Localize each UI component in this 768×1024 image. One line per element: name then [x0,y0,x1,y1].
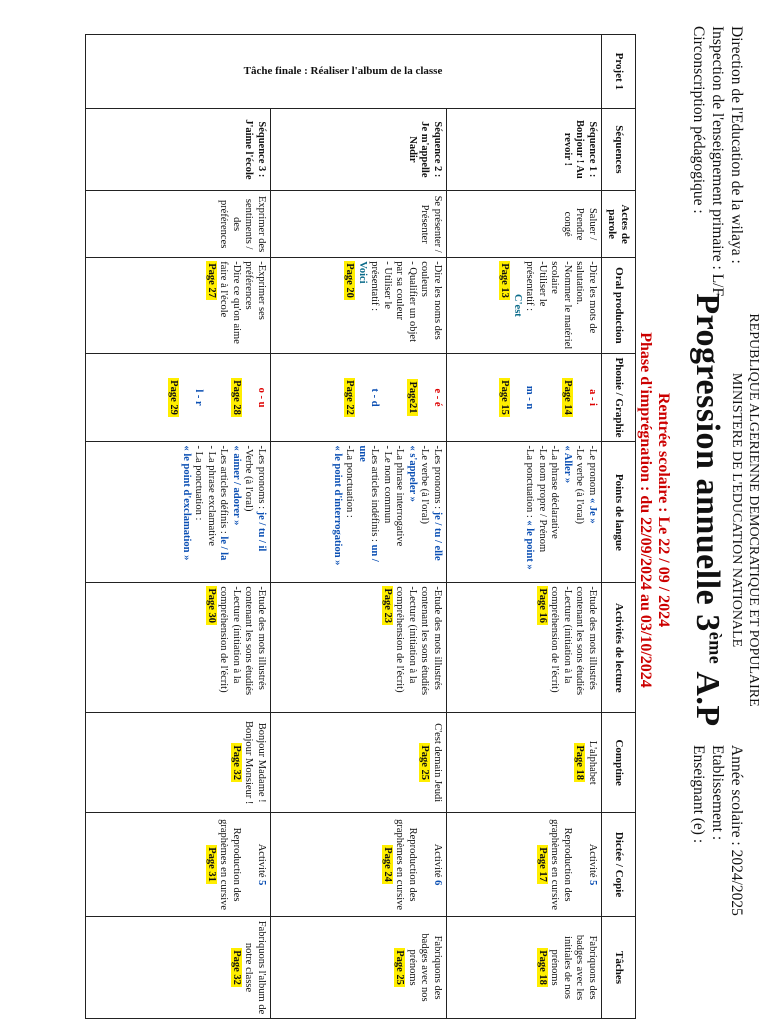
langue-keyword: « s'appeler » [407,445,418,502]
title-suffix: A.P [689,664,726,727]
dictee-text: Reproduction des graphèmes en cursive [218,819,242,911]
actes-cell [271,191,447,258]
langue-item: -La ponctuation : [344,445,356,518]
col-sequences: Séquences [602,108,636,190]
tache-finale: Tâche finale : Réaliser l'album de la classe [244,65,443,78]
page-ref: Page 32 [231,950,242,985]
title-sup: ème [705,631,726,665]
sequence-title: Séquence 3 : [256,121,267,178]
actes-cell [86,191,271,258]
dictee-label: Activité [432,843,443,881]
comptine-cell [271,713,447,813]
oral-cell [271,258,447,353]
langue-item: -Les articles indéfinis : [369,445,381,542]
dictee-text: Reproduction des graphèmes en cursive [549,819,573,911]
acte-item: Saluer / [587,207,598,241]
page-ref: Page 14 [562,380,573,415]
dictee-cell [86,813,271,917]
page-ref: Page 23 [382,588,393,624]
ministry-line: MINISTERE DE L'EDUCATION NATIONALE [729,372,744,648]
langue-item: -Les articles définis : [218,445,230,537]
header-direction: Direction de l'Education de la wilaya : [728,26,745,264]
taches-cell [447,917,602,1019]
col-dictee: Dictée / Copie [602,813,636,917]
tache-text: Fabriquons des badges avec nos prénoms [407,933,443,1002]
header-right [689,745,746,916]
langue-item: -Le pronom [587,445,598,498]
lecture-item: -Etude des mots illustrés contenant les sons étudiés [243,586,267,696]
oral-item: - Qualifier un objet par sa couleur [394,261,418,342]
dictee-label: Activité [256,843,267,881]
phonie-cell [86,353,271,442]
col-actes: Actes de parole [602,191,636,258]
phonie-sounds: e - é [432,388,443,407]
page-ref: Page 17 [537,847,548,882]
sequence-title: Séquence 1 : [587,121,598,178]
phonie-sounds: t - d [369,388,381,407]
langue-item: - Le nom commun [382,445,393,524]
langue-item: -La ponctuation : [524,445,536,521]
page-ref: Page 27 [206,263,217,298]
progression-table [85,34,636,1019]
comptine-cell [447,713,602,813]
page-ref: Page 15 [499,380,511,415]
page-title [688,250,726,770]
langue-keyword: « Je » [587,497,598,524]
comptine-title: Bonjour Madame ! Bonjour Monsieur ! [243,720,267,805]
phonie-sounds: m - n [524,385,536,410]
page-ref: Page 25 [394,950,406,985]
acte-item: Présenter [419,204,431,244]
col-comptine: Comptine [602,713,636,813]
col-langue: Points de langue [602,442,636,583]
col-lecture: Activités de lecture [602,583,636,713]
actes-cell [447,191,602,258]
dictee-number: 6 [432,880,443,886]
sequence-title: Séquence 2 : [432,121,443,178]
phonie-sounds: l - r [193,389,205,406]
langue-item: -Les pronoms : [256,445,267,512]
taches-cell [271,917,447,1019]
table-row [86,35,271,1019]
table-header-row [602,35,636,1019]
langue-item: -Le verbe (à l'oral) [574,445,586,525]
page-ref: Page21 [407,381,418,414]
page-ref: Page 25 [419,745,431,781]
langue-item: -La phrase déclarative [549,445,561,539]
oral-item: -Nommer le matériel scolaire [549,261,573,350]
oral-item: - Utiliser le présentatif : [369,261,393,312]
langue-keyword: le / la [218,536,230,561]
oral-item: -Exprimer ses préférences [243,261,267,320]
republic-line: REPUBLIQUE ALGERIENNE DEMOCRATIQUE ET POPULAIRE [746,313,761,707]
page-ref: Page 18 [574,745,586,781]
page-ref: Page 31 [206,847,217,882]
page-ref: Page 29 [168,380,180,415]
dictee-number: 5 [256,880,267,886]
rentree-line: Rentrée scolaire : Le 22 / 09 / 2024 [655,392,672,628]
langue-item: -Le nom propre / Prénom [537,445,548,553]
acte-item: Se présenter / [432,195,443,253]
langue-cell [447,442,602,583]
langue-keyword: je / tu / elle [432,511,443,561]
comptine-title: L'alphabet [587,740,598,785]
sequence-subtitle: Bonjour ! Au revoir ! [562,119,586,179]
sequence-cell [271,108,447,190]
langue-item: -La phrase interrogative [394,445,406,547]
langue-item: -Les pronoms : [432,445,443,512]
header-center [728,250,762,770]
comptine-title: C'est demain Jeudi [432,723,443,803]
langue-keyword: je / tu / il [256,511,267,552]
phonie-cell [271,353,447,442]
col-phonie: Phonie / Graphie [602,353,636,442]
tache-text: Fabriquons l'album de notre classe [243,920,267,1015]
oral-cell [86,258,271,353]
langue-keyword: « le point » [524,520,536,570]
langue-keyword: « le point d'exclamation » [181,445,192,561]
langue-keyword: « le point d'interrogation » [332,445,343,566]
dictee-cell [447,813,602,917]
oral-item: -Dire ce qu'on aime faire à l'école [218,261,242,344]
header-circonscription: Circonscription pédagogique : [690,26,707,214]
col-projet: Projet 1 [602,35,636,109]
langue-item: - La phrase exclamative [206,445,217,547]
langue-cell [86,442,271,583]
page-ref: Page 28 [231,380,242,415]
acte-item: Exprimer des sentiments / des préférences [218,196,267,253]
school-year: Année scolaire : 2024/2025 [728,745,745,916]
col-taches: Tâches [602,917,636,1019]
sequence-subtitle: Je m'appelle Nadir [407,121,431,178]
page-ref: Page 24 [382,847,393,882]
lecture-item: -Lecture (initiation à la compréhension de l'écrit) [394,586,418,693]
oral-item: -Utiliser le présentatif : [524,261,548,312]
header-inspection: Inspection de l'enseignement primaire : L/F [709,26,726,297]
phonie-sounds: a - i [587,389,598,406]
oral-item: -Dire les noms des couleurs [419,261,443,340]
sequence-cell [86,108,271,190]
dictee-label: Activité [587,843,598,881]
page-ref: Page 16 [537,588,548,624]
school-name: Etablissement : [709,745,726,841]
dictee-text: Reproduction des graphèmes en cursive [394,819,418,911]
taches-cell [86,917,271,1019]
page-ref: Page 30 [206,588,217,624]
page-ref: Page 18 [537,950,548,985]
title-main: Progression annuelle 3 [689,293,726,632]
dictee-number: 5 [587,880,598,886]
langue-item: -Le verbe (à l'oral) [419,445,431,525]
tache-finale-cell [86,35,602,109]
langue-item: -Verbe (à l'oral) [243,445,255,512]
acte-item: Prendre congé [562,207,586,241]
dictee-cell [271,813,447,917]
phonie-cell [447,353,602,442]
teacher-name: Enseignant (e) : [690,745,707,844]
phase-line: Phase d'imprégnation : du 22/09/2024 au 03/10/2024 [637,332,654,688]
page-ref: Page 13 [499,263,511,298]
page-ref: Page 32 [231,745,242,781]
table-row [447,35,602,1019]
oral-presentatif: Voici [357,261,368,284]
langue-item: - La ponctuation : [193,445,205,521]
lecture-item: -Lecture (initiation à la compréhension de l'écrit) [218,586,242,693]
langue-cell [271,442,447,583]
lecture-cell [447,583,602,713]
oral-cell [447,258,602,353]
langue-keyword: « aimer / adorer » [231,445,242,526]
lecture-cell [86,583,271,713]
lecture-cell [271,583,447,713]
oral-presentatif: C'est [512,294,523,317]
sequence-subtitle: J'aime l'école [243,119,255,180]
lecture-item: -Lecture (initiation à la compréhension de l'écrit) [549,586,573,693]
table-row [271,35,447,1019]
lecture-item: -Etude des mots illustrés contenant les sons étudiés [574,586,598,696]
page-ref: Page 22 [344,380,356,415]
page-ref: Page 20 [344,263,356,298]
col-oral: Oral production [602,258,636,353]
langue-keyword: un / une [357,445,381,562]
lecture-item: -Etude des mots illustrés contenant les sons étudiés [419,586,443,696]
langue-keyword: « Aller » [562,445,573,484]
phonie-sounds: o - u [256,387,267,408]
sequence-cell [447,108,602,190]
oral-item: -Dire les mots de salutation. [574,261,598,334]
tache-text: Fabriquons des badges avec les initiales de nos prénoms [549,934,598,1001]
comptine-cell [86,713,271,813]
